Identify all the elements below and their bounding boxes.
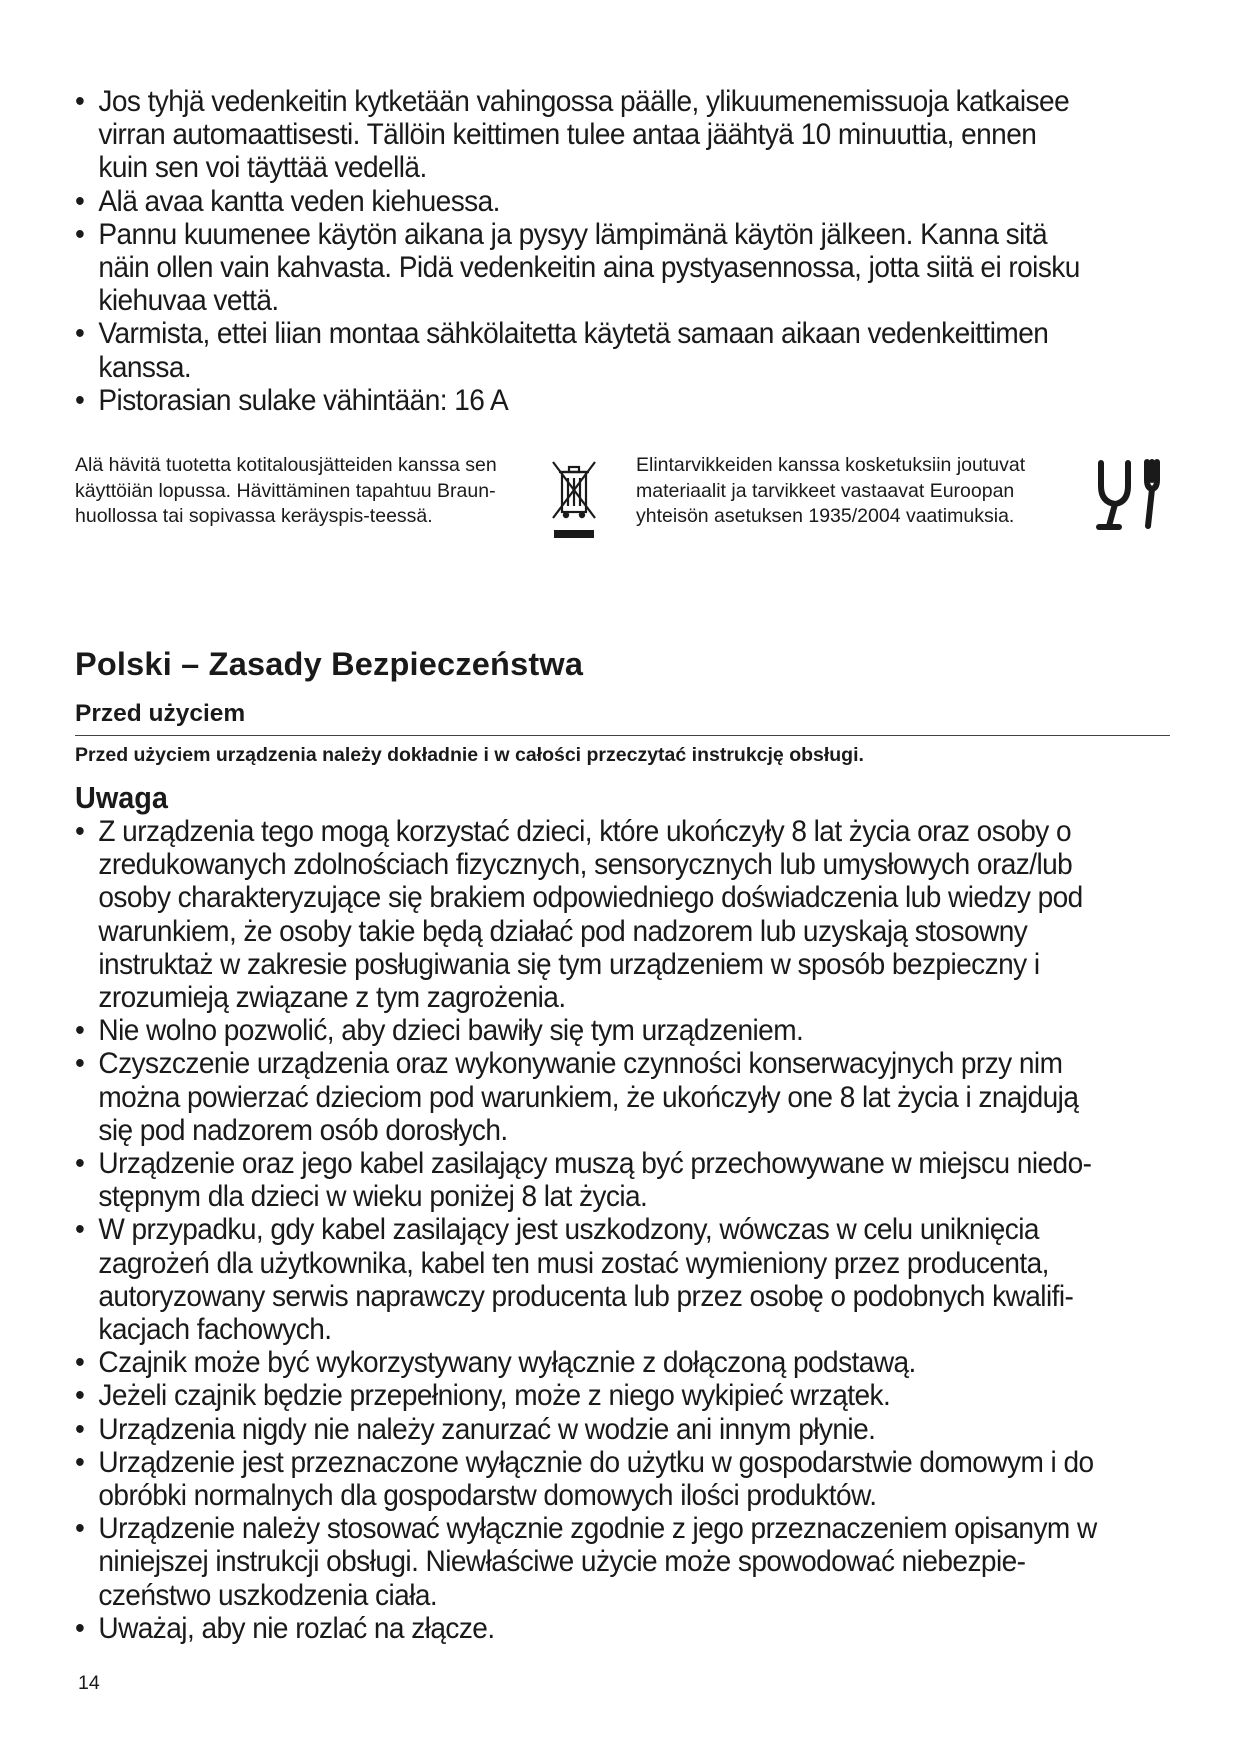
warning-heading: Uwaga bbox=[75, 780, 168, 815]
list-item: • Urządzenia nigdy nie należy zanurzać w wodzie ani innym płynie. bbox=[75, 1413, 1104, 1446]
list-item: • W przypadku, gdy kabel zasilający jest uszkodzony, wówczas w celu uniknięcia zagrożeń dla użytkownika, kabel ten musi zostać wymieniony przez producenta, autoryzowany serwis naprawczy producenta lub przez osobę o podobnych kwalifi-kacjach fachowych. bbox=[75, 1213, 1104, 1346]
list-item: • Uważaj, aby nie rozlać na złącze. bbox=[75, 1612, 1104, 1645]
crossed-out-wheelie-bin-icon bbox=[551, 460, 597, 540]
intro-text: Przed użyciem urządzenia należy dokładnie i w całości przeczytać instrukcję obsługi. bbox=[75, 744, 864, 766]
list-item: • Varmista, ettei liian montaa sähkölaitetta käytetä samaan aikaan vedenkeittimen kanssa. bbox=[75, 317, 1085, 383]
list-item: • Czajnik może być wykorzystywany wyłącznie z dołączoną podstawą. bbox=[75, 1346, 1104, 1379]
list-item: • Urządzenie należy stosować wyłącznie zgodnie z jego przeznaczeniem opisanym w niniejszej instrukcji obsługi. Niewłaściwe użycie może spowodować niebezpie-czeństwo uszkodzenia ciała. bbox=[75, 1512, 1104, 1612]
list-item: • Jeżeli czajnik będzie przepełniony, może z niego wykipieć wrzątek. bbox=[75, 1379, 1104, 1412]
section-subtitle: Przed użyciem bbox=[75, 700, 246, 727]
list-item: • Urządzenie jest przeznaczone wyłącznie do użytku w gospodarstwie domowym i do obróbki normalnych dla gospodarstw domowych ilości produktów. bbox=[75, 1446, 1104, 1512]
disposal-notice: Alä hävitä tuotetta kotitalousjätteiden kanssa sen käyttöiän lopussa. Hävittäminen tapahtuu Braun-huollossa tai sopivassa keräyspis-teessä. bbox=[75, 454, 497, 527]
food-contact-notice: Elintarvikkeiden kanssa kosketuksiin joutuvat materiaalit ja tarvikkeet vastaavat Euroopan yhteisön asetuksen 1935/2004 vaatimuksia. bbox=[636, 454, 1026, 527]
list-item: • Nie wolno pozwolić, aby dzieci bawiły się tym urządzeniem. bbox=[75, 1014, 1104, 1047]
glass-and-fork-icon bbox=[1095, 458, 1163, 532]
polish-safety-list bbox=[75, 815, 1175, 1645]
divider bbox=[75, 735, 1170, 736]
list-item: • Alä avaa kantta veden kiehuessa. bbox=[75, 185, 1085, 218]
list-item: • Urządzenie oraz jego kabel zasilający muszą być przechowywane w miejscu niedo-stępnym dla dzieci w wieku poniżej 8 lat życia. bbox=[75, 1147, 1104, 1213]
finnish-safety-list bbox=[75, 85, 1155, 417]
list-item: • Pannu kuumenee käytön aikana ja pysyy lämpimänä käytön jälkeen. Kanna sitä näin ollen vain kahvasta. Pidä vedenkeitin aina pystyasennossa, jotta siitä ei roisku kiehuvaa vettä. bbox=[75, 218, 1085, 318]
list-item: • Z urządzenia tego mogą korzystać dzieci, które ukończyły 8 lat życia oraz osoby o zredukowanych zdolnościach fizycznych, sensorycznych lub umysłowych oraz/lub osoby charakteryzujące się brakiem odpowiedniego doświadczenia lub wiedzy pod warunkiem, że osoby takie będą działać pod nadzorem lub uzyskają stosowny instruktaż w zakresie posługiwania się tym urządzeniem w sposób bezpieczny i zrozumieją związane z tym zagrożenia. bbox=[75, 815, 1104, 1014]
section-title: Polski – Zasady Bezpieczeństwa bbox=[75, 646, 584, 682]
page-number: 14 bbox=[78, 1672, 100, 1694]
list-item: • Pistorasian sulake vähintään: 16 A bbox=[75, 384, 1085, 417]
list-item: • Jos tyhjä vedenkeitin kytketään vahingossa päälle, ylikuumenemissuoja katkaisee virran automaattisesti. Tällöin keittimen tulee antaa jäähtyä 10 minuuttia, ennen kuin sen voi täyttää vedellä. bbox=[75, 85, 1085, 185]
list-item: • Czyszczenie urządzenia oraz wykonywanie czynności konserwacyjnych przy nim można powierzać dzieciom pod warunkiem, że ukończyły one 8 lat życia i znajdują się pod nadzorem osób dorosłych. bbox=[75, 1047, 1104, 1147]
